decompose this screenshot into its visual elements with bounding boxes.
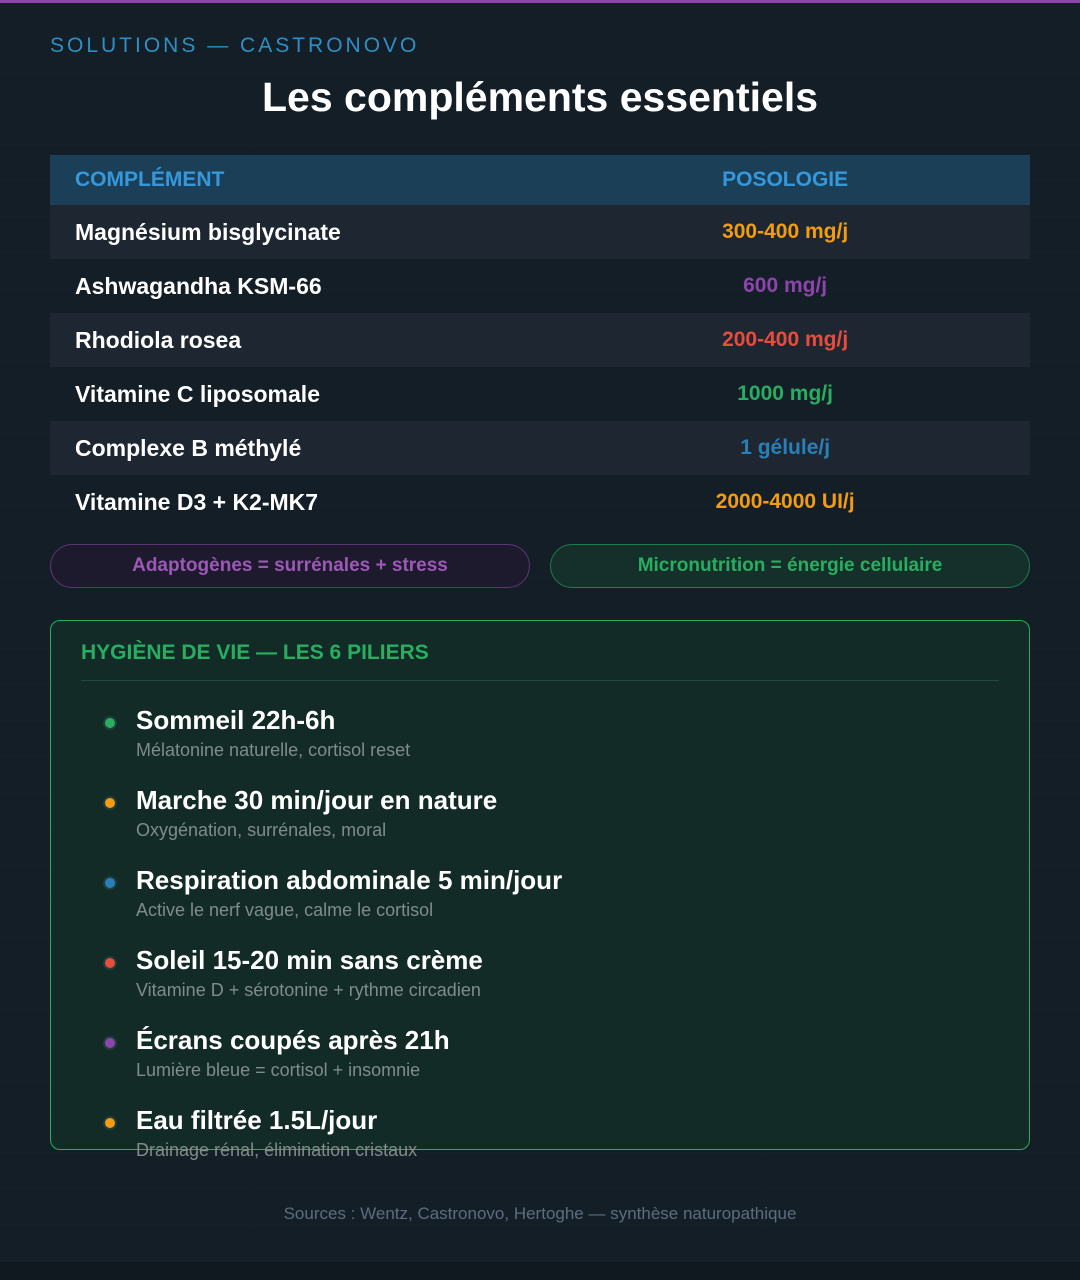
supplement-name: Magnésium bisglycinate	[75, 218, 341, 245]
supplement-name: Rhodiola rosea	[75, 326, 242, 353]
column-header-dosage: POSOLOGIE	[722, 168, 849, 191]
supplement-dosage: 200-400 mg/j	[722, 328, 849, 351]
pillar-description: Oxygénation, surrénales, moral	[136, 820, 387, 840]
column-header-supplement: COMPLÉMENT	[75, 168, 225, 191]
supplement-name: Ashwagandha KSM-66	[75, 272, 322, 299]
tag-micronutrition: Micronutrition = énergie cellulaire	[550, 544, 1030, 588]
pillar-description: Vitamine D + sérotonine + rythme circadien	[136, 980, 481, 1000]
hygiene-panel	[50, 620, 1030, 1160]
pillar-description: Mélatonine naturelle, cortisol reset	[136, 740, 411, 760]
sources-footer: Sources : Wentz, Castronovo, Hertoghe — synthèse naturopathique	[283, 1204, 797, 1223]
table-row	[50, 421, 1030, 475]
table-row	[50, 313, 1030, 367]
table-row	[50, 259, 1030, 313]
supplement-name: Vitamine C liposomale	[75, 380, 320, 407]
top-accent-bar	[0, 0, 1080, 3]
supplement-dosage: 300-400 mg/j	[722, 220, 849, 243]
bullet-dot-icon	[103, 876, 117, 890]
supplement-dosage: 1 gélule/j	[740, 436, 831, 459]
bullet-dot-icon	[103, 956, 117, 970]
supplement-name: Vitamine D3 + K2-MK7	[75, 488, 319, 515]
pillar-description: Drainage rénal, élimination cristaux	[136, 1140, 418, 1160]
bullet-dot-icon	[103, 716, 117, 730]
page-title: Les compléments essentiels	[261, 74, 819, 120]
bullet-dot-icon	[103, 1116, 117, 1130]
hygiene-panel-title: HYGIÈNE DE VIE — LES 6 PILIERS	[81, 641, 429, 664]
pillar-title: Écrans coupés après 21h	[136, 1025, 450, 1055]
pillar-title: Respiration abdominale 5 min/jour	[136, 865, 563, 895]
table-row	[50, 205, 1030, 259]
pillar-title: Soleil 15-20 min sans crème	[136, 945, 483, 975]
tag-adaptogens: Adaptogènes = surrénales + stress	[50, 544, 530, 588]
bottom-strip	[0, 1262, 1080, 1280]
pillar-title: Eau filtrée 1.5L/jour	[136, 1105, 378, 1135]
supplement-dosage: 2000-4000 UI/j	[715, 490, 855, 513]
pillar-title: Marche 30 min/jour en nature	[136, 785, 498, 815]
supplements-table	[50, 155, 1030, 529]
supplement-name: Complexe B méthylé	[75, 434, 302, 461]
table-body	[50, 205, 1030, 529]
supplement-dosage: 1000 mg/j	[737, 382, 833, 405]
divider	[81, 680, 999, 681]
bullet-dot-icon	[103, 796, 117, 810]
supplement-dosage: 600 mg/j	[743, 274, 828, 297]
table-row	[50, 367, 1030, 421]
pillar-description: Active le nerf vague, calme le cortisol	[136, 900, 434, 920]
bullet-dot-icon	[103, 1036, 117, 1050]
pillar-title: Sommeil 22h-6h	[136, 705, 336, 735]
table-row	[50, 475, 1030, 529]
pillar-description: Lumière bleue = cortisol + insomnie	[136, 1060, 421, 1080]
section-kicker: SOLUTIONS — CASTRONOVO	[50, 34, 420, 57]
table-header	[50, 155, 1030, 205]
